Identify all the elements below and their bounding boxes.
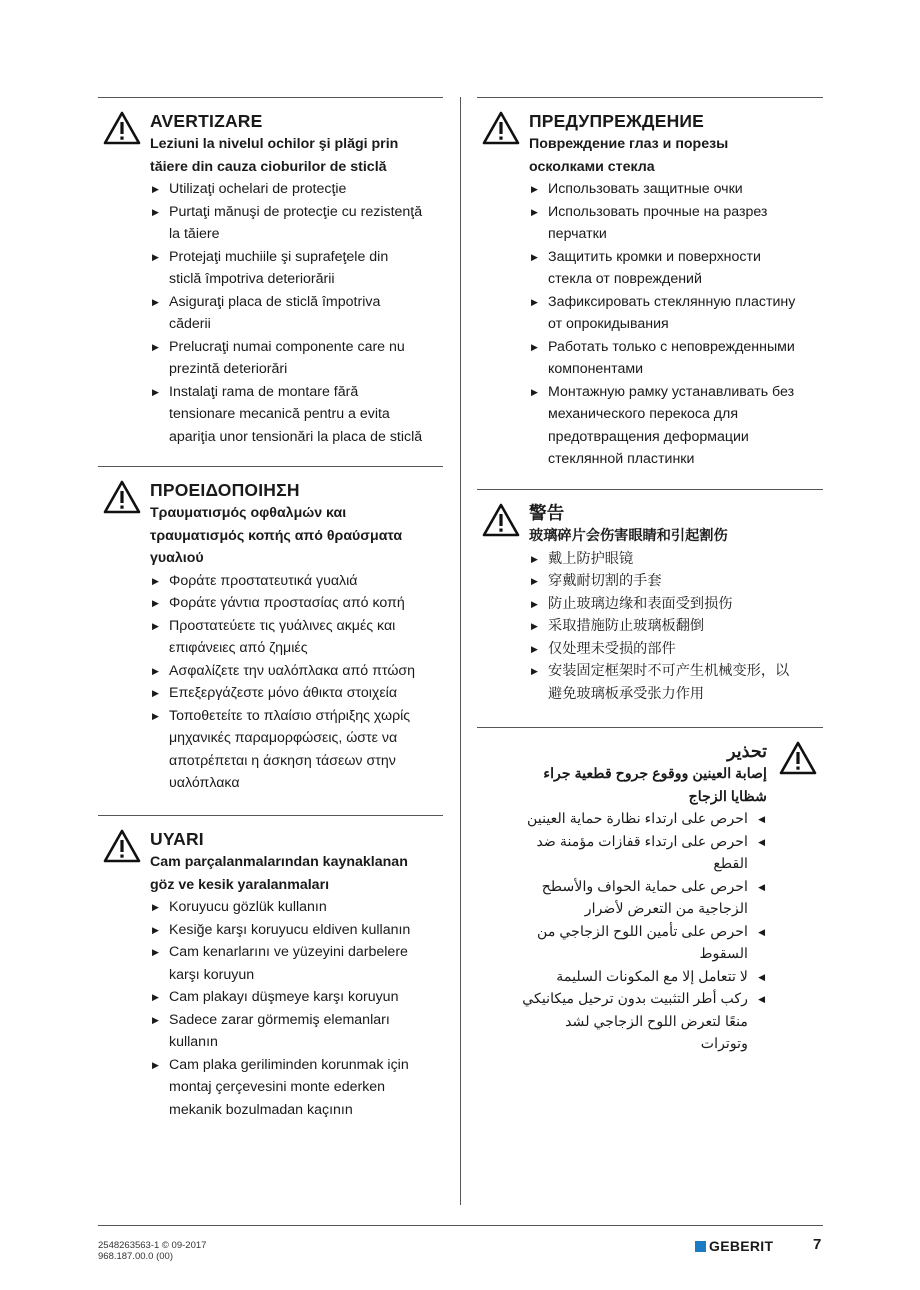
bullet-arrow-icon: ◀	[758, 814, 765, 824]
warning-section-ar	[477, 733, 823, 1063]
warning-title: ПРЕДУПРЕЖДЕНИЕ	[529, 111, 705, 131]
list-item-text: 仅处理未受损的部件	[548, 640, 676, 657]
list-item-text: Προστατεύετε τις γυάλινες ακμές και επιφάνειες από ζημιές	[169, 617, 396, 656]
list-item-text: Purtaţi mănuşi de protecţie cu rezistenţă la tăiere	[169, 203, 423, 242]
bullet-arrow-icon: ◀	[758, 836, 765, 847]
section-rule	[98, 815, 443, 816]
warning-title: AVERTIZARE	[150, 111, 263, 131]
list-item-text: ركب أطر التثبيت بدون ترحيل ميكانيكي منعًا لتعرض اللوح الزجاجي لشد وتوترات	[522, 991, 748, 1052]
warning-title: تحذير	[727, 741, 767, 761]
footer-rule	[98, 1225, 823, 1226]
bullet-arrow-icon: ▶	[152, 1014, 159, 1025]
list-item-text: Sadece zarar görmemiş elemanları kullanın	[169, 1011, 390, 1050]
list-item-text: Cam plakayı düşmeye karşı koruyun	[169, 989, 399, 1005]
warning-body	[529, 501, 823, 705]
list-item-text: احرص على ارتداء نظارة حماية العينين	[527, 811, 748, 827]
list-item	[150, 381, 443, 449]
list-item	[477, 876, 767, 921]
list-item	[529, 570, 823, 593]
instruction-list	[529, 548, 823, 706]
list-item	[150, 986, 443, 1009]
warning-subtitle: Повреждение глаз и порезы осколками стекла	[529, 136, 729, 175]
warning-triangle-icon	[103, 111, 141, 145]
bullet-arrow-icon: ▶	[531, 643, 538, 654]
warning-section-el	[98, 472, 443, 802]
list-item	[150, 941, 443, 986]
bullet-arrow-icon: ▶	[531, 251, 538, 262]
list-item-text: 采取措施防止玻璃板翻倒	[548, 618, 705, 634]
bullet-arrow-icon: ▶	[531, 666, 538, 676]
column-divider	[460, 97, 461, 1205]
list-item-text: احرص على ارتداء قفازات مؤمنة ضد القطع	[536, 833, 748, 872]
bullet-arrow-icon: ▶	[152, 902, 159, 912]
list-item-text: لا تتعامل إلا مع المكونات السليمة	[556, 968, 748, 985]
warning-body	[529, 109, 823, 471]
bullet-arrow-icon: ▶	[152, 296, 159, 307]
bullet-arrow-icon: ▶	[152, 206, 159, 217]
instruction-list	[529, 178, 823, 471]
list-item	[150, 919, 443, 942]
list-item-text: Utilizaţi ochelari de protecţie	[169, 181, 347, 197]
bullet-arrow-icon: ◀	[758, 994, 765, 1004]
list-item	[529, 381, 823, 471]
list-item	[529, 291, 823, 336]
list-item	[150, 705, 443, 795]
warning-body	[150, 109, 443, 448]
list-item-text: احرص على حماية الحواف والأسطح الزجاجية من التعرض لأضرار	[541, 878, 748, 917]
list-item	[477, 808, 767, 831]
list-item	[150, 570, 443, 593]
list-item-text: Работать только с неповрежденными компонентами	[548, 338, 795, 377]
list-item	[477, 988, 767, 1056]
warning-triangle-icon	[779, 741, 817, 775]
document-reference: 2548263563-1 © 09-2017 968.187.00.0 (00)	[98, 1240, 207, 1262]
list-item-text: Επεξεργάζεστε μόνο άθικτα στοιχεία	[169, 685, 398, 701]
bullet-arrow-icon: ▶	[531, 553, 538, 564]
warning-body	[477, 739, 767, 1056]
warning-body	[150, 478, 443, 795]
list-item-text: Protejaţi muchiile şi suprafeţele din sticlă împotriva deteriorării	[169, 248, 389, 287]
logo-square-icon	[695, 1241, 706, 1252]
list-item	[150, 1009, 443, 1054]
list-item	[150, 336, 443, 381]
warning-subtitle: Leziuni la nivelul ochilor şi plăgi prin tăiere din cauza cioburilor de sticlă	[150, 136, 399, 175]
bullet-arrow-icon: ◀	[758, 881, 765, 892]
instruction-list	[150, 178, 443, 448]
bullet-arrow-icon: ▶	[152, 251, 159, 262]
bullet-arrow-icon: ▶	[531, 341, 538, 352]
section-rule	[98, 466, 443, 467]
bullet-arrow-icon: ▶	[152, 386, 159, 397]
bullet-arrow-icon: ▶	[531, 621, 538, 631]
list-item	[529, 178, 823, 201]
list-item	[477, 921, 767, 966]
warning-body	[150, 827, 443, 1121]
list-item-text: Cam kenarlarını ve yüzeyini darbelere karşı koruyun	[169, 944, 408, 983]
list-item-text: Ασφαλίζετε την υαλόπλακα από πτώση	[169, 662, 416, 679]
warning-subtitle: Cam parçalanmalarından kaynaklanan göz ve kesik yaralanmaları	[150, 854, 408, 893]
list-item	[529, 593, 823, 616]
section-rule	[477, 489, 823, 490]
list-item-text: احرص على تأمين اللوح الزجاجي من السقوط	[537, 923, 748, 962]
bullet-arrow-icon: ▶	[531, 386, 538, 397]
list-item-text: 安装固定框架时不可产生机械变形，以 避免玻璃板承受张力作用	[548, 663, 790, 702]
list-item-text: 戴上防护眼镜	[548, 550, 634, 567]
bullet-arrow-icon: ▶	[152, 688, 159, 698]
list-item	[150, 201, 443, 246]
list-item-text: Φοράτε προστατευτικά γυαλιά	[169, 572, 358, 589]
bullet-arrow-icon: ◀	[758, 926, 765, 937]
section-rule	[477, 97, 823, 98]
bullet-arrow-icon: ▶	[152, 184, 159, 194]
bullet-arrow-icon: ▶	[531, 296, 538, 307]
warning-title: 警告	[529, 503, 565, 523]
bullet-arrow-icon: ▶	[531, 576, 538, 586]
instruction-list	[150, 896, 443, 1121]
bullet-arrow-icon: ▶	[152, 341, 159, 352]
bullet-arrow-icon: ▶	[531, 184, 538, 194]
section-rule	[477, 727, 823, 728]
instruction-list	[150, 570, 443, 795]
list-item	[529, 638, 823, 661]
warning-title: UYARI	[150, 829, 204, 849]
list-item-text: Использовать прочные на разрез перчатки	[548, 203, 768, 242]
list-item	[150, 682, 443, 705]
bullet-arrow-icon: ▶	[152, 665, 159, 676]
instruction-list	[477, 808, 767, 1056]
list-item	[150, 592, 443, 615]
list-item	[529, 660, 823, 705]
list-item-text: Asiguraţi placa de sticlă împotriva căderii	[169, 293, 381, 332]
list-item-text: Koruyucu gözlük kullanın	[169, 899, 327, 915]
list-item-text: Монтажную рамку устанавливать без механического перекоса для предотвращения деформации стеклянной пластинки	[548, 383, 795, 467]
list-item-text: Τοποθετείτε το πλαίσιο στήριξης χωρίς μηχανικές παραμορφώσεις, ώστε να αποτρέπεται η άσκηση τάσεων στην υαλόπλακα	[169, 707, 411, 791]
warning-subtitle: 玻璃碎片会伤害眼睛和引起割伤	[529, 528, 728, 544]
section-rule	[98, 97, 443, 98]
list-item	[477, 831, 767, 876]
bullet-arrow-icon: ▶	[152, 598, 159, 608]
list-item	[529, 246, 823, 291]
list-item-text: Защитить кромки и поверхности стекла от повреждений	[548, 248, 761, 287]
list-item-text: Зафиксировать стеклянную пластину от опрокидывания	[548, 293, 796, 332]
bullet-arrow-icon: ▶	[152, 1059, 159, 1070]
list-item-text: Kesiğe karşı koruyucu eldiven kullanın	[169, 921, 411, 938]
bullet-arrow-icon: ▶	[152, 575, 159, 586]
list-item-text: 穿戴耐切割的手套	[548, 573, 662, 589]
list-item	[150, 896, 443, 919]
geberit-logo	[695, 1238, 773, 1254]
list-item-text: Instalaţi rama de montare fără tensionare mecanică pentru a evita apariţia unor tensionări la placa de sticlă	[169, 383, 423, 445]
list-item	[529, 201, 823, 246]
warning-subtitle: إصابة العينين ووقوع جروح قطعية جراء شظايا الزجاج	[543, 766, 767, 805]
list-item	[150, 291, 443, 336]
list-item-text: Использовать защитные очки	[548, 181, 743, 197]
bullet-arrow-icon: ▶	[531, 206, 538, 217]
list-item-text: Φοράτε γάντια προστασίας από κοπή	[169, 595, 405, 611]
warning-triangle-icon	[103, 829, 141, 863]
bullet-arrow-icon: ▶	[152, 620, 159, 631]
warning-triangle-icon	[482, 111, 520, 145]
warning-section-tr	[98, 821, 443, 1151]
list-item	[150, 660, 443, 683]
bullet-arrow-icon: ◀	[758, 971, 765, 982]
list-item-text: Prelucraţi numai componente care nu prezintă deteriorări	[169, 338, 405, 377]
list-item	[150, 615, 443, 660]
bullet-arrow-icon: ▶	[152, 710, 159, 721]
warning-section-ru	[477, 103, 823, 467]
warning-triangle-icon	[482, 503, 520, 537]
list-item	[529, 548, 823, 571]
list-item	[150, 178, 443, 201]
list-item	[529, 615, 823, 638]
warning-subtitle: Τραυματισμός οφθαλμών και τραυματισμός κοπής από θραύσματα γυαλιού	[150, 505, 403, 566]
bullet-arrow-icon: ▶	[152, 924, 159, 935]
warning-title: ΠΡΟΕΙΔΟΠΟΙΗΣΗ	[150, 480, 300, 500]
list-item	[150, 246, 443, 291]
bullet-arrow-icon: ▶	[152, 947, 159, 957]
bullet-arrow-icon: ▶	[152, 992, 159, 1002]
page-number: 7	[813, 1236, 822, 1253]
bullet-arrow-icon: ▶	[531, 598, 538, 609]
brand-name: GEBERIT	[709, 1238, 774, 1254]
list-item	[529, 336, 823, 381]
list-item	[150, 1054, 443, 1122]
warning-section-ro	[98, 103, 443, 445]
warning-triangle-icon	[103, 480, 141, 514]
list-item-text: 防止玻璃边缘和表面受到损伤	[548, 595, 733, 612]
list-item-text: Cam plaka geriliminden korunmak için montaj çerçevesini monte ederken mekanik bozulmadan kaçının	[169, 1056, 409, 1118]
list-item	[477, 966, 767, 989]
